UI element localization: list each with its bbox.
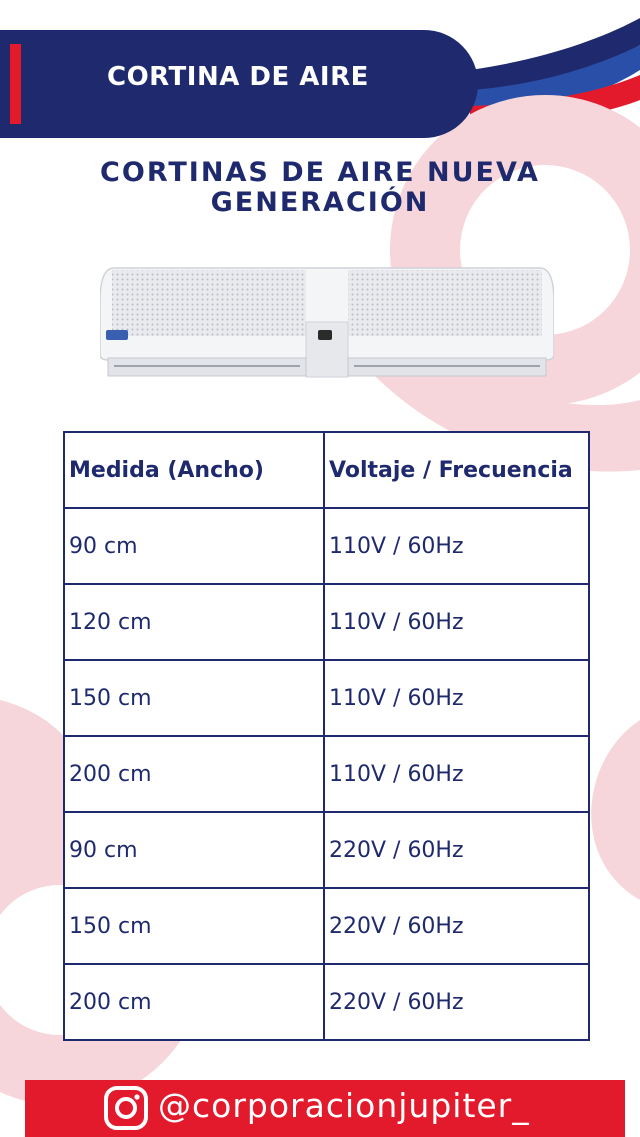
air-curtain-image xyxy=(100,262,554,384)
page-title: CORTINA DE AIRE xyxy=(107,62,369,92)
cell-voltaje: 110V / 60Hz xyxy=(324,736,589,812)
cell-voltaje: 110V / 60Hz xyxy=(324,660,589,736)
column-header-medida: Medida (Ancho) xyxy=(64,432,324,508)
table-row xyxy=(64,584,589,660)
cell-medida: 90 cm xyxy=(64,812,324,888)
cell-medida: 200 cm xyxy=(64,736,324,812)
cell-voltaje: 110V / 60Hz xyxy=(324,584,589,660)
header-accent-bar xyxy=(10,44,21,124)
instagram-icon[interactable] xyxy=(103,1085,149,1131)
table-row xyxy=(64,888,589,964)
cell-medida: 150 cm xyxy=(64,660,324,736)
instagram-handle-link[interactable]: @corporacionjupiter_ xyxy=(158,1086,530,1125)
table-row xyxy=(64,964,589,1040)
section-subtitle xyxy=(70,158,570,218)
column-header-voltaje: Voltaje / Frecuencia xyxy=(324,432,589,508)
cell-voltaje: 220V / 60Hz xyxy=(324,812,589,888)
subtitle-line-2: GENERACIÓN xyxy=(210,187,430,218)
cell-medida: 150 cm xyxy=(64,888,324,964)
subtitle-line-1: CORTINAS DE AIRE NUEVA xyxy=(100,157,540,188)
cell-medida: 200 cm xyxy=(64,964,324,1040)
cell-voltaje: 110V / 60Hz xyxy=(324,508,589,584)
cell-voltaje: 220V / 60Hz xyxy=(324,964,589,1040)
table-row xyxy=(64,508,589,584)
table-row xyxy=(64,736,589,812)
specs-table xyxy=(63,431,590,1041)
cell-medida: 120 cm xyxy=(64,584,324,660)
table-row xyxy=(64,660,589,736)
cell-medida: 90 cm xyxy=(64,508,324,584)
cell-voltaje: 220V / 60Hz xyxy=(324,888,589,964)
table-row xyxy=(64,812,589,888)
table-header-row xyxy=(64,432,589,508)
